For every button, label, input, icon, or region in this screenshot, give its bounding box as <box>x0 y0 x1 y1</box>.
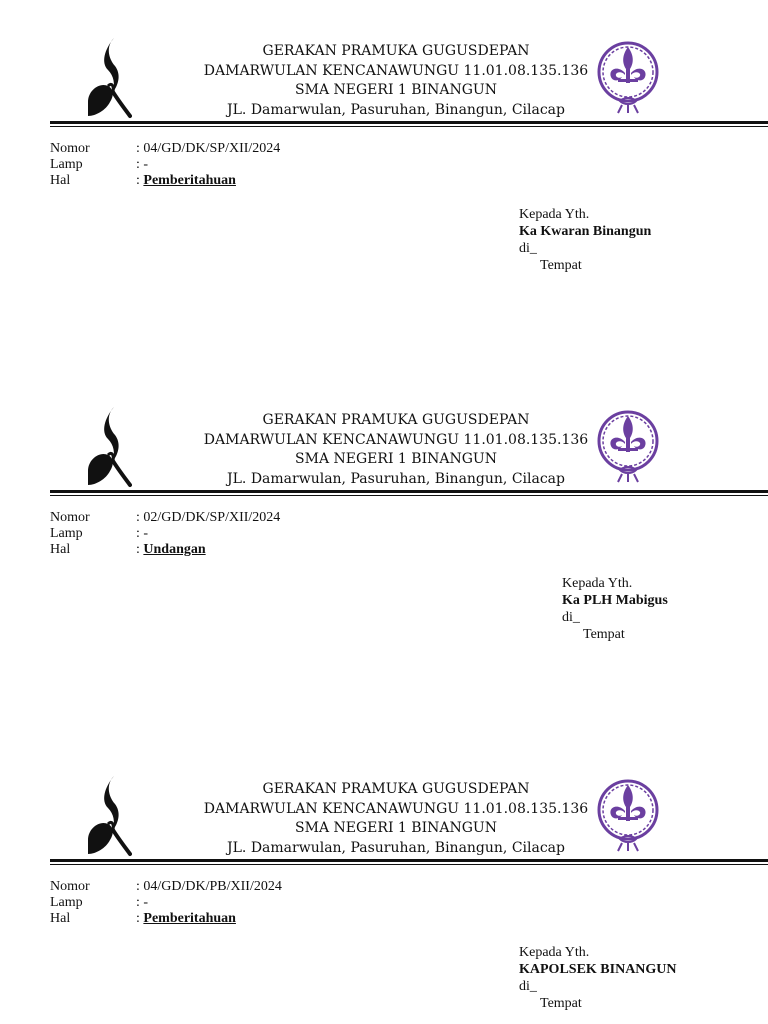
letter-meta <box>50 141 280 189</box>
letterhead-school: SMA NEGERI 1 BINANGUN <box>295 820 497 836</box>
nomor-value: : 02/GD/DK/SP/XII/2024 <box>136 510 281 525</box>
letterhead-address: JL. Damarwulan, Pasuruhan, Binangun, Cilacap <box>227 101 565 118</box>
lamp-label: Lamp <box>50 526 83 541</box>
letterhead-school: SMA NEGERI 1 BINANGUN <box>295 451 497 467</box>
letterhead-school: SMA NEGERI 1 BINANGUN <box>295 82 497 98</box>
recipient-di: di_ <box>519 979 537 994</box>
hal-label: Hal <box>50 542 71 557</box>
salutation: Kepada Yth. <box>562 576 633 591</box>
letterhead-unit: DAMARWULAN KENCANAWUNGU 11.01.08.135.136 <box>203 62 589 79</box>
letterhead-unit: DAMARWULAN KENCANAWUNGU 11.01.08.135.136 <box>203 800 589 817</box>
letterhead-divider-thick <box>50 121 768 124</box>
salutation: Kepada Yth. <box>519 945 590 960</box>
hal-value: Pemberitahuan <box>143 173 236 188</box>
lamp-value: : - <box>136 895 149 910</box>
nomor-label: Nomor <box>50 879 90 894</box>
scout-fleur-de-lis-emblem-icon <box>596 408 660 488</box>
scout-fleur-de-lis-emblem-icon <box>596 777 660 857</box>
letterhead-address: JL. Damarwulan, Pasuruhan, Binangun, Cilacap <box>227 470 565 487</box>
letter-meta <box>50 510 280 558</box>
letterhead-divider-thin <box>50 126 768 127</box>
tunas-kelapa-logo-icon <box>84 774 132 858</box>
recipient-name: Ka Kwaran Binangun <box>519 224 652 239</box>
nomor-label: Nomor <box>50 141 90 156</box>
nomor-value: : 04/GD/DK/PB/XII/2024 <box>136 879 282 894</box>
lamp-value: : - <box>136 157 149 172</box>
letterhead-divider-thick <box>50 490 768 493</box>
recipient-name: KAPOLSEK BINANGUN <box>519 962 677 977</box>
letterhead <box>180 780 612 858</box>
letterhead-divider-thin <box>50 495 768 496</box>
letterhead-organization: GERAKAN PRAMUKA GUGUSDEPAN <box>262 412 530 428</box>
salutation: Kepada Yth. <box>519 207 590 222</box>
letter-meta <box>50 879 282 927</box>
letterhead-divider-thin <box>50 864 768 865</box>
recipient-place: Tempat <box>540 258 582 273</box>
lamp-label: Lamp <box>50 895 83 910</box>
hal-value: Pemberitahuan <box>143 911 236 926</box>
lamp-label: Lamp <box>50 157 83 172</box>
letterhead-organization: GERAKAN PRAMUKA GUGUSDEPAN <box>262 43 530 59</box>
lamp-value: : - <box>136 526 149 541</box>
recipient-name: Ka PLH Mabigus <box>562 593 668 608</box>
letterhead <box>180 42 612 120</box>
letterhead-address: JL. Damarwulan, Pasuruhan, Binangun, Cilacap <box>227 839 565 856</box>
recipient-place: Tempat <box>540 996 582 1011</box>
hal-prefix: : <box>136 911 144 926</box>
letterhead-organization: GERAKAN PRAMUKA GUGUSDEPAN <box>262 781 530 797</box>
tunas-kelapa-logo-icon <box>84 36 132 120</box>
letter-3 <box>0 738 768 1024</box>
tunas-kelapa-logo-icon <box>84 405 132 489</box>
recipient-place: Tempat <box>583 627 625 642</box>
letterhead-unit: DAMARWULAN KENCANAWUNGU 11.01.08.135.136 <box>203 431 589 448</box>
recipient-block <box>519 206 651 274</box>
letter-1 <box>0 0 768 369</box>
hal-prefix: : <box>136 173 144 188</box>
letter-2 <box>0 369 768 738</box>
scout-fleur-de-lis-emblem-icon <box>596 39 660 119</box>
hal-label: Hal <box>50 911 71 926</box>
hal-prefix: : <box>136 542 144 557</box>
nomor-label: Nomor <box>50 510 90 525</box>
recipient-di: di_ <box>562 610 580 625</box>
letterhead-divider-thick <box>50 859 768 862</box>
hal-label: Hal <box>50 173 71 188</box>
letterhead <box>180 411 612 489</box>
recipient-block <box>519 944 677 1012</box>
hal-value: Undangan <box>143 542 206 557</box>
recipient-block <box>562 575 668 643</box>
nomor-value: : 04/GD/DK/SP/XII/2024 <box>136 141 281 156</box>
recipient-di: di_ <box>519 241 537 256</box>
